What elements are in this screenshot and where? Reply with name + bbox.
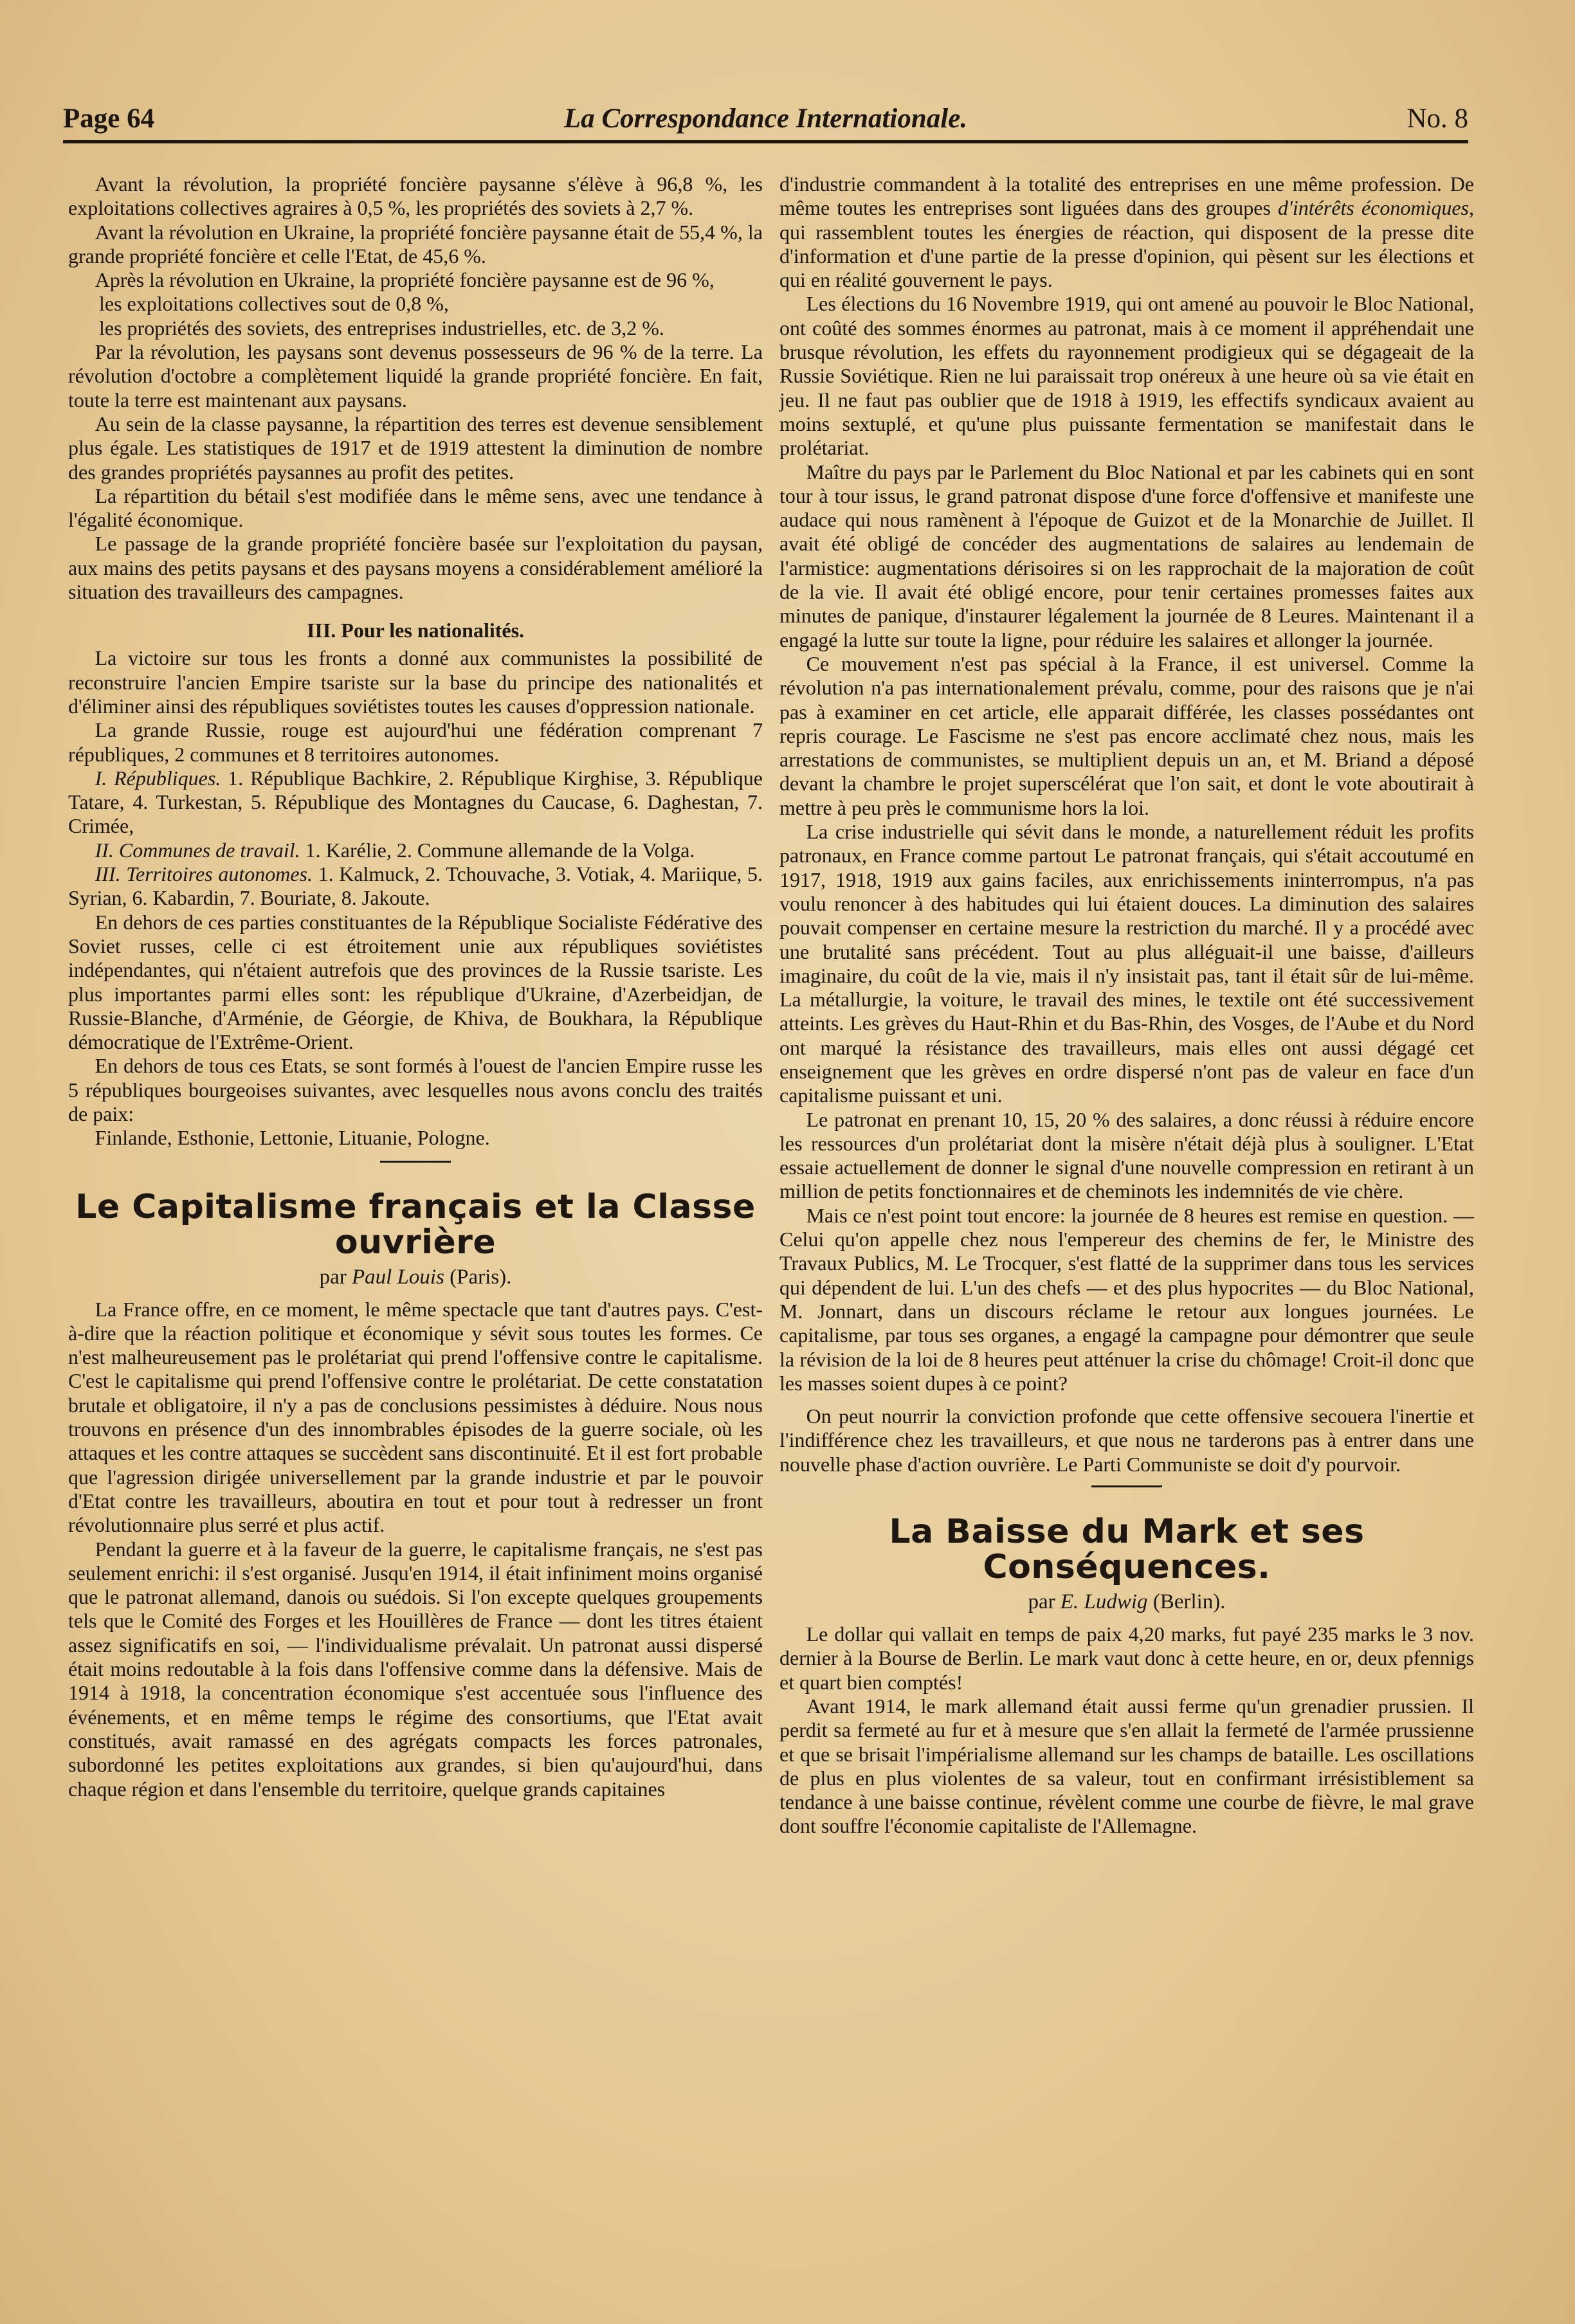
header-rule	[63, 140, 1468, 143]
left-column	[68, 172, 763, 1801]
section-heading: III. Pour les nationalités.	[306, 619, 525, 642]
list-text: 1. Kalmuck, 2. Tchouvache, 3. Votiak, 4. Mariique, 5. Syrian, 6. Kabardin, 7. Bouriate, 8. Jakoute.	[68, 862, 763, 910]
list-communes	[68, 839, 763, 862]
list-label: III. Territoires autonomes.	[95, 862, 313, 886]
paragraph: Au sein de la classe paysanne, la répartition des terres est devenue sensiblement plus égale. Les statistiques de 1917 et de 1919 attestent la diminution de nombre des grandes propriétés paysannes au profit des petites.	[68, 412, 763, 484]
paragraph: Mais ce n'est point tout encore: la journée de 8 heures est remise en question. — Celui qu'on appelle chez nous l'empereur des chemins de fer, le Ministre des Travaux Publics, M. Le Trocquer, s'est flatté de la supprimer dans tous les services qui dépendent de lui. L'un des chefs — et des plus hypocrites — du Bloc National, M. Jonnart, dans un discours réclame le retour aux longues journées. Le capitalisme, par tous ses organes, a engagé la campagne pour démontrer que seule la révision de la loi de 8 heures peut atténuer la crise du chômage! Croit-il donc que les masses soient dupes à ce point?	[779, 1203, 1474, 1395]
list-text: 1. République Bachkire, 2. République Kirghise, 3. République Tatare, 4. Turkestan, 5. République des Montagnes du Caucase, 6. Daghestan, 7. Crimée,	[68, 766, 763, 838]
paragraph: Avant la révolution en Ukraine, la propriété foncière paysanne était de 55,4 %, la grande propriété foncière et celle l'Etat, de 45,6 %.	[68, 220, 763, 268]
separator-rule	[1091, 1485, 1162, 1487]
paragraph: La répartition du bétail s'est modifiée dans le même sens, avec une tendance à l'égalité économique.	[68, 484, 763, 532]
byline-prefix: par	[1028, 1590, 1061, 1614]
separator-rule	[380, 1161, 451, 1163]
emphasis: d'intérêts économiques,	[1278, 196, 1475, 220]
page-header	[63, 103, 1468, 136]
paragraph: On peut nourrir la conviction profonde que cette offensive secouera l'inertie et l'indifférence chez les travailleurs, et que nous ne tarderons pas à entrer dans une nouvelle phase d'action ouvrière. Le Parti Communiste se doit d'y pourvoir.	[779, 1404, 1474, 1476]
paragraph: Après la révolution en Ukraine, la propriété foncière paysanne est de 96 %,	[95, 268, 715, 292]
article-title	[779, 1514, 1474, 1585]
paragraph: Pendant la guerre et à la faveur de la guerre, le capitalisme français, ne s'est pas seulement enrichi: il s'est organisé. Jusqu'en 1914, il était infiniment moins organisé que le patronat allemand, danois ou suédois. Si l'on excepte quelques groupements tels que le Comité des Forges et les Houillères de France — dont les titres étaient assez significatifs en soi, — l'individualisme prévalait. Un patronat aussi dispersé était moins redoutable à la fois dans l'offensive comme dans la défensive. Mais de 1914 à 1918, la concentration économique s'est accentuée sous l'influence des événements, et en même temps le régime des consortiums, que l'Etat avait constitués, avait ramassé en des agrégats compacts les forces patronales, subordonné les petites exploitations aux grandes, si bien qu'aujourd'hui, dans chaque région et dans l'ensemble du territoire, quelque grands capitaines	[68, 1537, 763, 1801]
paragraph: Les élections du 16 Novembre 1919, qui ont amené au pouvoir le Bloc National, ont coûté des sommes énormes au patronat, mais à ce moment il appréhendait une brusque révolution, les effets du rayonnement prodigieux qui se dégageait de la Russie Soviétique. Rien ne lui paraissait trop onéreux à une heure où sa vie était en jeu. Il ne faut pas oublier que de 1918 à 1919, les effectifs syndicaux avaient au moins sextuplé, et qu'une plus puissante fermentation se manifestait dans le prolétariat.	[779, 292, 1474, 460]
paragraph: Maître du pays par le Parlement du Bloc National et par les cabinets qui en sont tour à tour issus, le grand patronat dispose d'une force d'offensive et manifeste une audace qui nous ramènent à l'époque de Guizot et de la Monarchie de Juillet. Il avait été obligé de concéder des augmentations de salaires au lendemain de l'armistice: augmentations dérisoires si on les rapprochait de la majoration de coût de la vie. Il avait été obligé encore, pour tenir certaines promesses faites aux minutes de panique, d'instaurer légalement la journée de 8 Leures. Maintenant il a engagé la lutte sur toute la ligne, pour réduire les salaires et allonger la journée.	[779, 460, 1474, 651]
article-title-line: Conséquences.	[983, 1548, 1271, 1587]
issue-number: No. 8	[1407, 104, 1468, 134]
paragraph: La grande Russie, rouge est aujourd'hui une fédération comprenant 7 républiques, 2 communes et 8 territoires autonomes.	[68, 718, 763, 766]
indented-line: les propriétés des soviets, des entreprises industrielles, etc. de 3,2 %.	[99, 316, 664, 340]
indented-line: les exploitations collectives sout de 0,8 %,	[99, 292, 449, 316]
journal-title: La Correspondance Internationale.	[563, 104, 968, 134]
list-republics	[68, 767, 763, 839]
paragraph: La France offre, en ce moment, le même spectacle que tant d'autres pays. C'est-à-dire que la réaction politique et économique y sévit sous toutes les formes. Ce n'est malheureusement pas le prolétariat qui prend l'offensive contre le capitalisme. C'est le capitalisme qui prend l'offensive contre le prolétariat. De cette constatation brutale et obligatoire, il n'y a pas de conclusions pessimistes à déduire. Nous nous trouvons en présence d'un des innombrables épisodes de la guerre sociale, où les attaques et les contre attaques se succèdent sans discontinuité. Et il est fort probable que l'agression dirigée universellement par la grande industrie et par le pouvoir d'Etat contre les travailleurs, aboutira en tout et pour tout à redresser un front révolutionnaire plus serré et plus actif.	[68, 1297, 763, 1537]
author-name: E. Ludwig	[1060, 1590, 1148, 1614]
article-title-line: La Baisse du Mark et ses	[889, 1512, 1365, 1552]
paragraph: Avant 1914, le mark allemand était aussi ferme qu'un grenadier prussien. Il perdit sa fermeté au fur et à mesure que s'en allait la fermeté de l'armée prussienne et que se brisait l'impérialisme allemand sur les champs de bataille. Les oscillations de plus en plus violentes de sa valeur, tout en confirmant irrésistiblement sa tendance à une baisse continue, révèlent comme une courbe de fièvre, le mal grave dont souffre l'économie capitaliste de l'Allemagne.	[779, 1694, 1474, 1838]
page-number: Page 64	[63, 104, 155, 134]
list-text: 1. Karélie, 2. Commune allemande de la Volga.	[300, 838, 695, 862]
byline-place: (Paris).	[444, 1265, 512, 1289]
paragraph	[779, 172, 1474, 292]
paragraph: Par la révolution, les paysans sont devenus possesseurs de 96 % de la terre. La révolution d'octobre a complètement liquidé la grande propriété foncière. En fait, toute la terre est maintenant aux paysans.	[68, 340, 763, 412]
article-byline	[779, 1589, 1474, 1615]
paragraph: Finlande, Esthonie, Lettonie, Lituanie, Pologne.	[95, 1126, 490, 1150]
paragraph: La victoire sur tous les fronts a donné aux communistes la possibilité de reconstruire l'ancien Empire tsariste sur la base du principe des nationalités et d'éliminer ainsi des républiques soviétistes toutes les causes d'oppression nationale.	[68, 646, 763, 718]
article-title-line: ouvrière	[334, 1222, 496, 1262]
paragraph: Le patronat en prenant 10, 15, 20 % des salaires, a donc réussi à réduire encore les ressources d'un prolétariat dont la misère n'était déjà plus à souligner. L'Etat essaie actuellement de donner le signal d'une nouvelle compression en retirant à un million de petits fonctionnaires et de cheminots les indemnités de vie chère.	[779, 1107, 1474, 1203]
spacer	[779, 1395, 1474, 1404]
paragraph: Avant la révolution, la propriété foncière paysanne s'élève à 96,8 %, les exploitations collectives agraires à 0,5 %, les propriétés des soviets à 2,7 %.	[68, 172, 763, 220]
paragraph: Ce mouvement n'est pas spécial à la France, il est universel. Comme la révolution n'a pas internationalement prévalu, comme, pour des raisons que je n'ai pas à examiner en cet article, elle apparait différée, les classes possédantes ont repris courage. Le Fascisme ne s'est pas encore acclimaté chez nous, mais les arrestations de communistes, se multiplient depuis un an, et M. Briand a déposé devant la chambre le projet superscélérat que l'on sait, et dont le vote aboutirait à mettre à peu près le communisme hors la loi.	[779, 651, 1474, 819]
paragraph: En dehors de tous ces Etats, se sont formés à l'ouest de l'ancien Empire russe les 5 républiques bourgeoises suivantes, avec lesquelles nous avons conclu des traités de paix:	[68, 1054, 763, 1125]
paragraph: Le dollar qui vallait en temps de paix 4,20 marks, fut payé 235 marks le 3 nov. dernier à la Bourse de Berlin. Le mark vaut donc à cette heure, en or, deux pfennigs et quart bien comptés!	[779, 1622, 1474, 1694]
list-label: II. Communes de travail.	[95, 838, 300, 862]
paragraph: En dehors de ces parties constituantes de la République Socialiste Fédérative des Soviet russes, celle ci est étroitement unie aux républiques soviétistes indépendantes, qui n'étaient autrefois que des provinces de la Russie tsariste. Les plus importantes parmi elles sont: les république d'Ukraine, d'Azerbeidjan, de Russie-Blanche, d'Arménie, de Géorgie, de Khiva, de Boukhara, la République démocratique de l'Extrême-Orient.	[68, 910, 763, 1054]
right-column	[779, 172, 1474, 1838]
paragraph: Le passage de la grande propriété foncière basée sur l'exploitation du paysan, aux mains des petits paysans et des paysans moyens a considérablement amélioré la situation des travailleurs des campagnes.	[68, 532, 763, 604]
list-label: I. Républiques.	[95, 766, 221, 790]
text-run: qui rassemblent toutes les énergies de réaction, qui disposent de la presse dite d'information et d'une partie de la presse d'opinion, qui pèsent sur les élections et qui en réalité gouvernent le pays.	[779, 220, 1474, 292]
article-title-line: Le Capitalisme français et la Classe	[75, 1187, 756, 1226]
paragraph: La crise industrielle qui sévit dans le monde, a naturellement réduit les profits patronaux, en France comme partout Le patronat français, qui s'était accoutumé en 1917, 1918, 1919 aux gains faciles, aux enrichissements ininterrompus, n'a pas voulu renoncer à des habitudes qui lui étaient douces. La diminution des salaires pouvait compenser en certaine mesure la restriction du marché. Il y a procédé avec une brutalité sans précédent. Tout au plus alléguait-il une baisse, d'ailleurs imaginaire, du coût de la vie, mais il n'y insistait pas, tant il était sûr de lui-même. La métallurgie, la voiture, le travail des mines, le textile ont été successivement atteints. Les grèves du Haut-Rhin et du Bas-Rhin, des Vosges, de l'Aube et du Nord ont marqué la résistance des travailleurs, mais elles ont aussi dégagé cet enseignement que les grèves en ordre dispersé n'ont pas de valeur en face d'un capitalisme puissant et uni.	[779, 820, 1474, 1107]
text-run: d'industrie commandent à la totalité des entreprises en une même profession. De même toutes les entreprises sont liguées dans des groupes	[779, 172, 1474, 220]
author-name: Paul Louis	[351, 1265, 444, 1289]
list-territories	[68, 862, 763, 911]
article-title	[68, 1187, 763, 1262]
article-byline	[68, 1264, 763, 1290]
byline-place: (Berlin).	[1147, 1590, 1226, 1614]
byline-prefix: par	[319, 1265, 352, 1289]
